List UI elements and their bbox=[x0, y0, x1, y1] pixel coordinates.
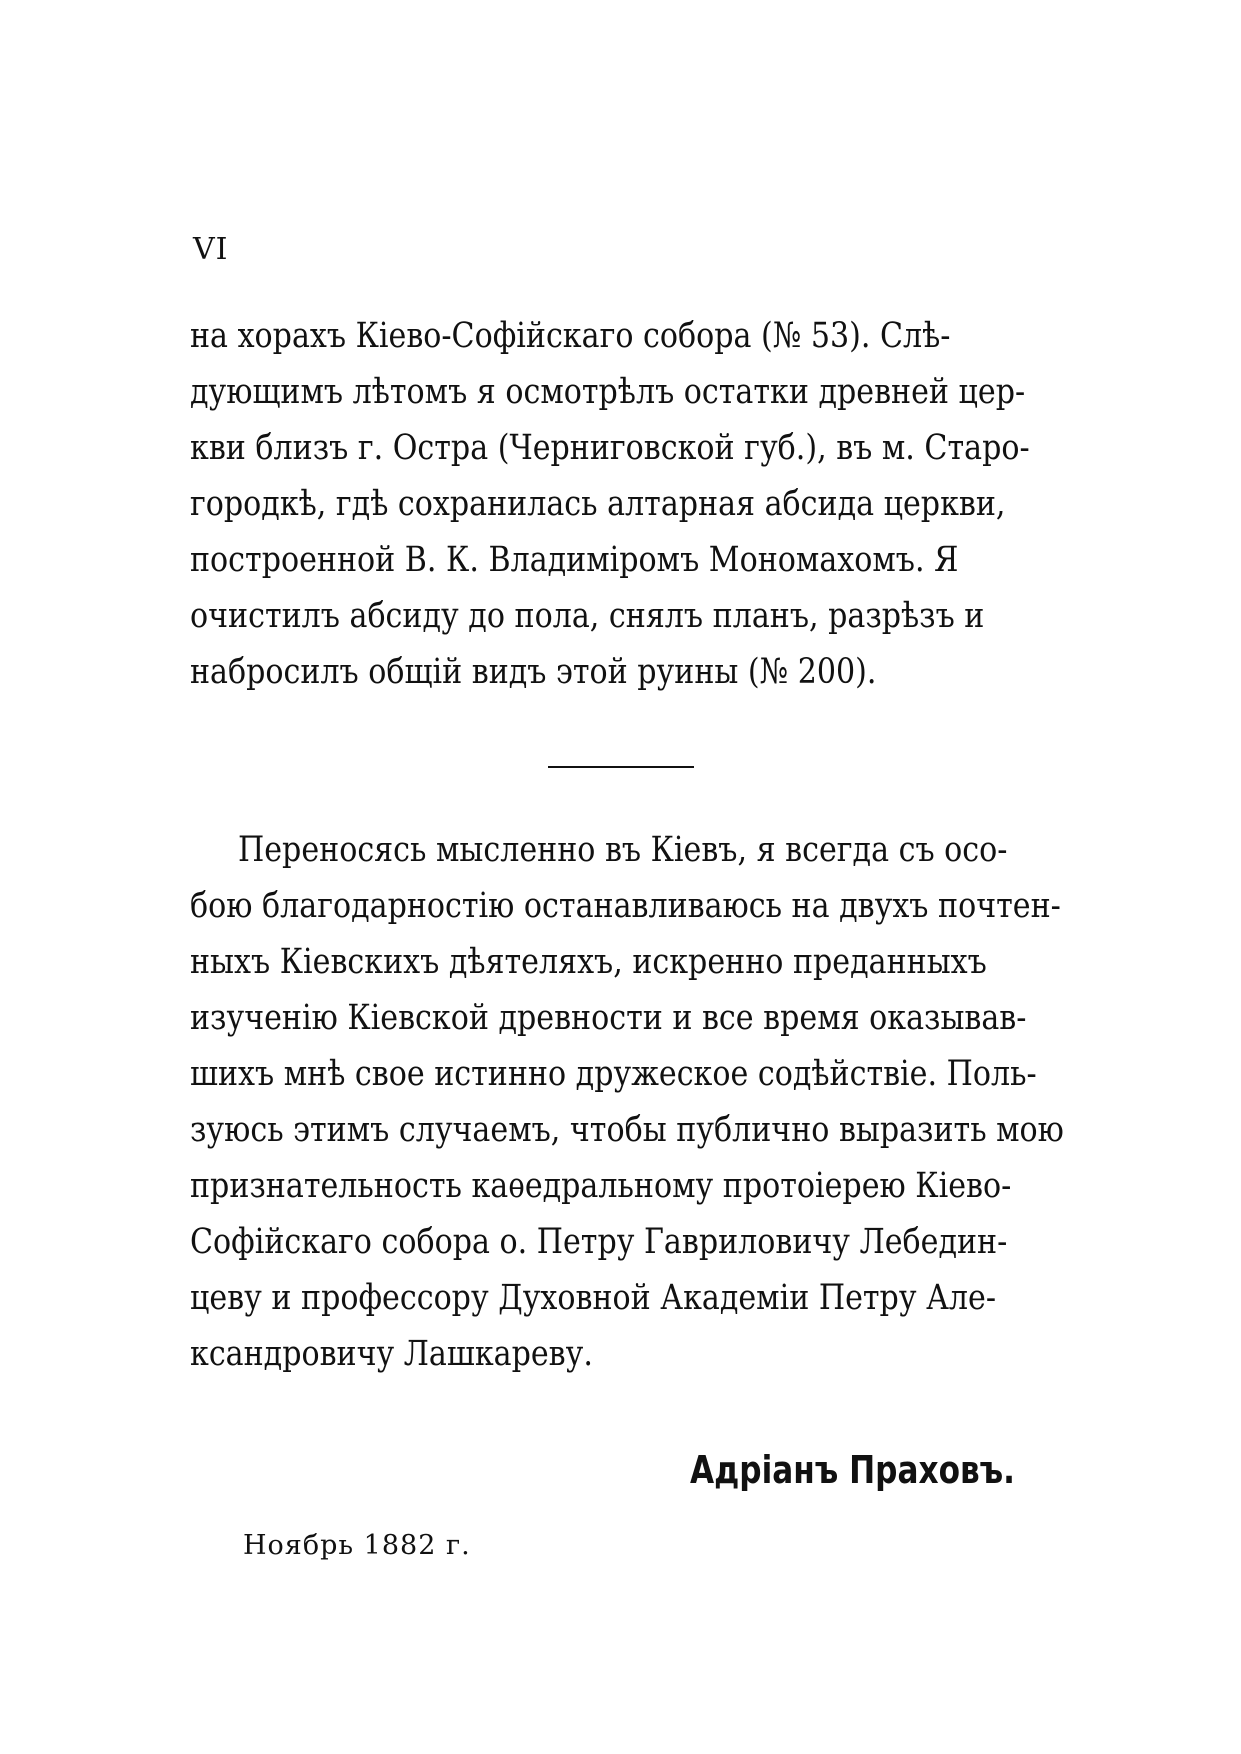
text-line: шихъ мнѣ свое истинно дружеское содѣйствіе. Поль- bbox=[190, 1054, 1037, 1094]
text-line: кви близъ г. Остра (Черниговской губ.), въ м. Старо- bbox=[190, 428, 1030, 468]
text-line: очистилъ абсиду до пола, снялъ планъ, разрѣзъ и bbox=[190, 596, 985, 636]
page-number: VI bbox=[193, 232, 229, 267]
author-signature: Адріанъ Праховъ. bbox=[690, 1448, 1015, 1492]
text-line: на хорахъ Кіево-Софійскаго собора (№ 53). Слѣ- bbox=[190, 316, 951, 356]
text-line: Переносясь мысленно въ Кіевъ, я всегда съ осо- bbox=[238, 830, 1008, 870]
date-line: Ноябрь 1882 г. bbox=[243, 1530, 471, 1561]
text-line: набросилъ общій видъ этой руины (№ 200). bbox=[190, 652, 877, 692]
text-line: городкѣ, гдѣ сохранилась алтарная абсида церкви, bbox=[190, 484, 1006, 524]
text-line: изученію Кіевской древности и все время оказывав- bbox=[190, 998, 1027, 1038]
text-line: зуюсь этимъ случаемъ, чтобы публично выразить мою bbox=[190, 1110, 1064, 1150]
text-line: цеву и профессору Духовной Академіи Петру Але- bbox=[190, 1278, 997, 1318]
text-line: бою благодарностію останавливаюсь на двухъ почтен- bbox=[190, 886, 1061, 926]
text-line: признательность каѳедральному протоіерею Кіево- bbox=[190, 1166, 1012, 1206]
text-line: Софійскаго собора о. Петру Гавриловичу Лебедин- bbox=[190, 1222, 1008, 1262]
text-line: ксандровичу Лашкареву. bbox=[190, 1334, 593, 1374]
section-divider bbox=[548, 766, 694, 768]
text-line: дующимъ лѣтомъ я осмотрѣлъ остатки древней цер- bbox=[190, 372, 1026, 412]
text-line: построенной В. К. Владиміромъ Мономахомъ. Я bbox=[190, 540, 959, 580]
text-line: ныхъ Кіевскихъ дѣятеляхъ, искренно преданныхъ bbox=[190, 942, 987, 982]
